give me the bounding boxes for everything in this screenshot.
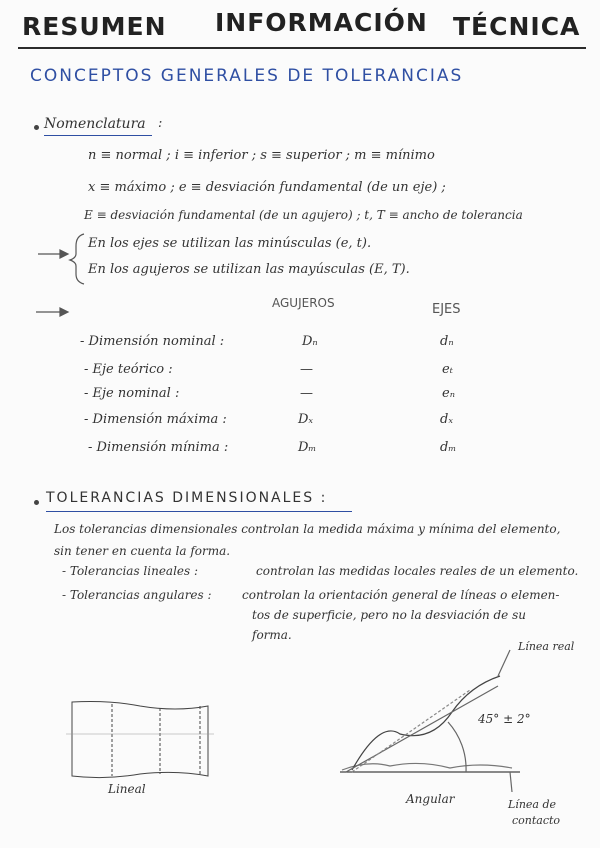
- linear-figure-caption: Lineal: [108, 782, 146, 796]
- linear-tolerance-text: controlan las medidas locales reales de un elemento.: [256, 564, 579, 578]
- page-subtitle: CONCEPTOS GENERALES DE TOLERANCIAS: [30, 66, 464, 86]
- title-word-resumen: RESUMEN: [22, 12, 167, 41]
- nomenclature-line-2: x ≡ máximo ; e ≡ desviación fundamental (de un eje) ;: [88, 180, 446, 195]
- contact-line-label-2: contacto: [512, 814, 561, 827]
- dimension-row-hole: —: [300, 386, 313, 401]
- angular-tolerance-text-3: forma.: [252, 628, 292, 642]
- angular-tolerance-text-2: tos de superficie, pero no la desviación de su: [252, 608, 526, 622]
- nomenclature-heading: Nomenclatura: [44, 116, 146, 132]
- title-word-informacion: INFORMACIÓN: [215, 8, 428, 37]
- nomenclature-line-3: E ≡ desviación fundamental (de un agujero) ; t, T ≡ ancho de tolerancia: [84, 208, 523, 222]
- arrow-right-icon: [38, 250, 68, 258]
- title-word-tecnica: TÉCNICA: [453, 12, 581, 41]
- dimension-row-label: - Dimensión máxima :: [84, 412, 227, 427]
- dimension-row-hole: Dₓ: [298, 412, 314, 427]
- real-line-label: Línea real: [518, 640, 575, 653]
- arrow-right-icon: [36, 308, 68, 316]
- dimension-row-shaft: eₜ: [442, 362, 453, 377]
- contact-line-label-1: Línea de: [508, 798, 557, 811]
- dimension-row-label: - Dimensión mínima :: [88, 440, 229, 455]
- dimension-row-label: - Eje teórico :: [84, 362, 173, 377]
- dimensional-heading: TOLERANCIAS DIMENSIONALES :: [46, 490, 328, 506]
- column-header-holes: AGUJEROS: [272, 296, 335, 310]
- angular-tolerance-label: - Tolerancias angulares :: [62, 588, 212, 602]
- dimension-row-hole: Dₘ: [298, 440, 317, 455]
- dimension-row-hole: —: [300, 362, 313, 377]
- dimension-row-shaft: dₘ: [440, 440, 457, 455]
- dimension-row-shaft: dₓ: [440, 412, 453, 427]
- dimension-row-hole: Dₙ: [302, 334, 318, 349]
- nomenclature-note-2: En los agujeros se utilizan las mayúsculas (E, T).: [88, 262, 410, 277]
- column-header-shafts: EJES: [432, 302, 461, 317]
- dimensional-paragraph-line-1: Los tolerancias dimensionales controlan la medida máxima y mínima del elemento,: [54, 522, 561, 536]
- nomenclature-line-1: n ≡ normal ; i ≡ inferior ; s ≡ superior ; m ≡ mínimo: [88, 148, 435, 163]
- linear-tolerance-figure: [66, 702, 214, 778]
- angle-label: 45° ± 2°: [478, 712, 531, 726]
- angular-tolerance-figure: [340, 650, 520, 792]
- angular-tolerance-text-1: controlan la orientación general de líneas o elemen-: [242, 588, 560, 602]
- angular-figure-caption: Angular: [406, 792, 455, 806]
- nomenclature-colon: :: [158, 116, 163, 131]
- linear-tolerance-label: - Tolerancias lineales :: [62, 564, 199, 578]
- dimension-row-shaft: dₙ: [440, 334, 454, 349]
- dimensional-paragraph-line-2: sin tener en cuenta la forma.: [54, 544, 231, 558]
- dimension-row-shaft: eₙ: [442, 386, 455, 401]
- brace-icon: [70, 234, 84, 284]
- dimension-row-label: - Dimensión nominal :: [80, 334, 225, 349]
- dimension-row-label: - Eje nominal :: [84, 386, 180, 401]
- nomenclature-note-1: En los ejes se utilizan las minúsculas (e, t).: [88, 236, 372, 251]
